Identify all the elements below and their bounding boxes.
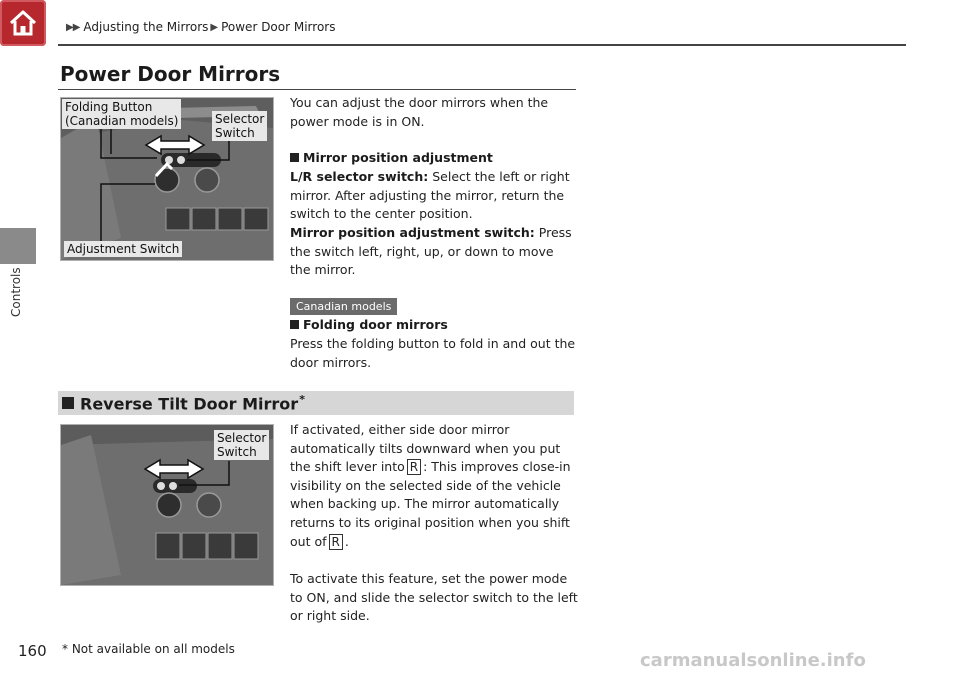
breadcrumb-item[interactable]: Adjusting the Mirrors bbox=[83, 20, 209, 34]
reverse-tilt-paragraph: If activated, either side door mirror automatically tilts downward when you put the shift lever into R : This improves close-in visibility on the selected side of the vehicle when backing up. The mirror automatically returns to its original position when you shift out of R . bbox=[290, 422, 571, 549]
home-icon bbox=[8, 9, 38, 37]
title-divider bbox=[58, 89, 576, 90]
page-title: Power Door Mirrors bbox=[60, 62, 281, 86]
reverse-tilt-section-header bbox=[58, 391, 574, 415]
heading-square-icon bbox=[290, 153, 299, 162]
section-tab-label: Controls bbox=[9, 267, 23, 317]
callout-adjustment-switch: Adjustment Switch bbox=[64, 241, 182, 257]
callout-folding-button: Folding Button (Canadian models) bbox=[62, 99, 181, 129]
section-tab-marker bbox=[0, 228, 36, 264]
canadian-models-badge: Canadian models bbox=[290, 298, 397, 315]
lr-selector-paragraph: L/R selector switch: Select the left or right mirror. After adjusting the mirror, return the switch to the center position. bbox=[290, 169, 570, 222]
intro-paragraph: You can adjust the door mirrors when the power mode is in ON. bbox=[290, 95, 549, 129]
reverse-tilt-title: Reverse Tilt Door Mirror* bbox=[80, 392, 305, 414]
home-button[interactable] bbox=[0, 0, 46, 46]
page-number: 160 bbox=[18, 642, 47, 660]
section-heading-folding: Folding door mirrors bbox=[290, 317, 448, 332]
mirror-switch-illustration bbox=[60, 97, 274, 261]
shift-reverse-key-icon: R bbox=[407, 459, 421, 475]
header-divider bbox=[58, 44, 906, 46]
breadcrumb-item[interactable]: Power Door Mirrors bbox=[221, 20, 336, 34]
breadcrumb-arrows-icon: ▶▶ bbox=[66, 21, 80, 33]
callout-selector-switch: Selector Switch bbox=[214, 430, 269, 460]
adjustment-paragraph: Mirror position adjustment switch: Press the switch left, right, up, or down to move the mirror. bbox=[290, 225, 572, 278]
breadcrumb-separator-icon: ▶ bbox=[210, 21, 218, 33]
breadcrumb bbox=[66, 20, 335, 34]
heading-square-icon bbox=[290, 320, 299, 329]
footnote: * Not available on all models bbox=[62, 642, 235, 656]
section-heading-mirror-position: Mirror position adjustment bbox=[290, 150, 493, 165]
folding-paragraph: Press the folding button to fold in and out the door mirrors. bbox=[290, 336, 576, 370]
heading-square-icon bbox=[62, 397, 74, 409]
callout-selector-switch: Selector Switch bbox=[212, 111, 267, 141]
shift-reverse-key-icon: R bbox=[329, 534, 343, 550]
watermark: carmanualsonline.info bbox=[640, 650, 866, 671]
activation-paragraph: To activate this feature, set the power mode to ON, and slide the selector switch to the left or right side. bbox=[290, 571, 578, 624]
reverse-tilt-illustration bbox=[60, 424, 274, 586]
